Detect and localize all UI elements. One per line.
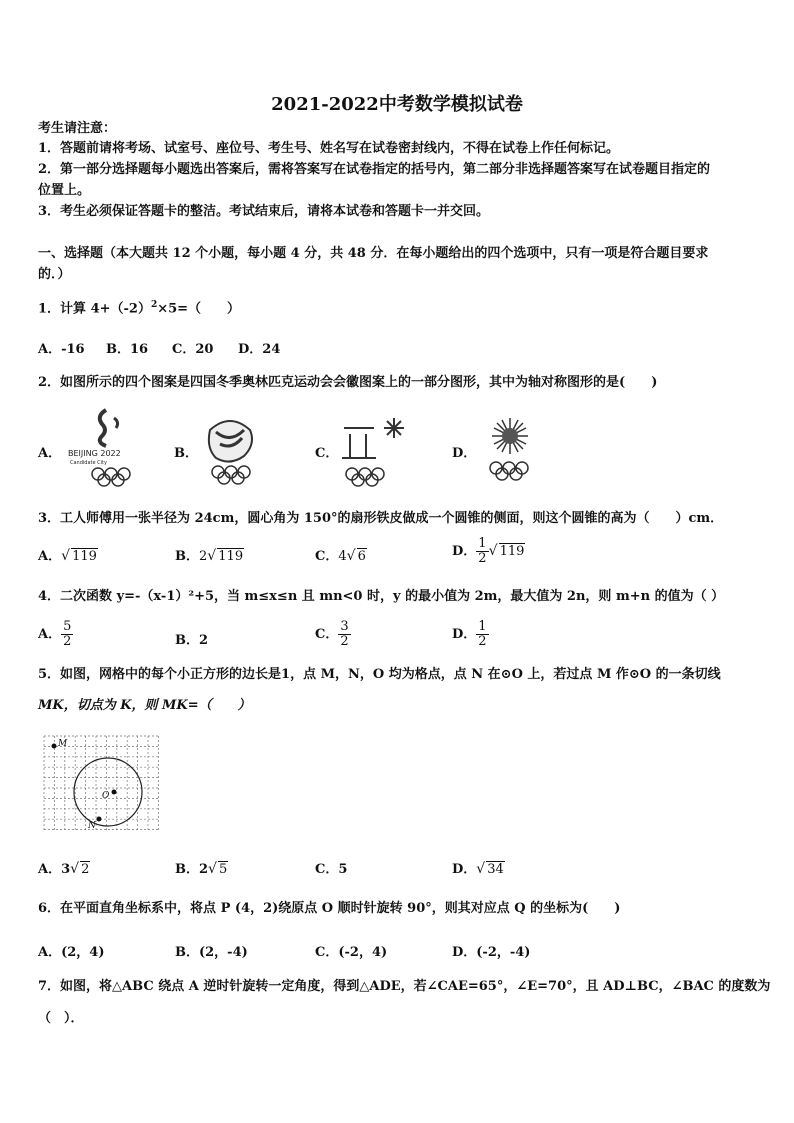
point-n [97,817,102,822]
question-7-stem-cont: （ ）． [38,1011,84,1026]
snowflake-emblem-icon [480,414,540,490]
label-m: M [58,739,68,749]
q4-option-c[interactable]: C． $\frac{3}{2}$ [315,619,349,649]
label-n: N [88,821,96,831]
q3-option-c[interactable]: C．4√ 6 [315,545,367,564]
q4-option-a[interactable]: A． $\frac{5}{2}$ [38,619,72,649]
question-1-stem: 1．计算 $4+(-2)^2\times 5=$（ ） [38,300,241,317]
label-o: O [102,791,110,801]
notice-item: 3．考生必须保证答题卡的整洁。考试结束后，请将本试卷和答题卡一并交回。 [38,204,490,219]
q5-option-a[interactable]: A．3√ 2 [38,858,90,877]
question-5-stem: 5．如图，网格中的每个小正方形的边长是1，点 M，N，O 均为格点，点 N 在⊙O 上，若过点 M 作⊙O 的一条切线 [38,667,721,682]
notice-item: 1．答题前请将考场、试室号、座位号、考生号、姓名写在试卷密封线内，不得在试卷上作任何标记。 [38,141,620,156]
q1-option-c[interactable]: C．20 [172,342,214,357]
question-3-stem: 3．工人师傅用一张半径为 24cm，圆心角为 150°的扇形铁皮做成一个圆锥的侧面，则这个圆锥的高为（ ）cm． [38,511,724,526]
question-5-stem-cont: MK，切点为 K，则 MK=（ ） [38,698,251,713]
q2-option-a[interactable]: A． [38,446,62,461]
section-heading-cont: 的．） [38,267,71,282]
q5-option-c[interactable]: C．5 [315,862,348,877]
q5-option-b[interactable]: B．2√ 5 [175,858,228,877]
q6-option-a[interactable]: A．(2，4) [38,945,105,960]
question-7-stem: 7．如图，将△ABC 绕点 A 逆时针旋转一定角度，得到△ADE，若∠CAE=65°，∠E=70°，且 AD⊥BC，∠BAC 的度数为 [38,979,771,994]
q5-option-d[interactable]: D．√ 34 [452,858,505,877]
q1-option-b[interactable]: B．16 [106,342,149,357]
question-6-stem: 6．在平面直角坐标系中，将点 P (4，2)绕原点 O 顺时针旋转 90°，则其对应点 Q 的坐标为( ) [38,901,621,916]
grid-circle-figure [40,732,160,836]
section-heading: 一、选择题（本大题共 12 个小题，每小题 4 分，共 48 分．在每小题给出的四个选项中，只有一项是符合题目要求 [38,246,709,261]
logo-subtext: Candidate City [70,460,107,466]
question-4-stem: 4．二次函数 y=-（x-1）²+5，当 m≤x≤n 且 mn<0 时，y 的最小值为 2m，最大值为 2n，则 m+n 的值为（ ） [38,589,725,604]
q2-option-d[interactable]: D． [452,446,477,461]
notice-heading: 考生请注意： [38,121,117,136]
q4-option-b[interactable]: B．2 [175,633,209,648]
emblem-b-icon [200,410,260,490]
point-o [112,790,117,795]
logo-text: BEIJING 2022 [68,449,121,458]
notice-item: 2．第一部分选择题每小题选出答案后，需将答案写在试卷指定的括号内，第二部分非选择题答案写在试卷题目指定的 [38,162,711,177]
q1-option-a[interactable]: A．-16 [38,342,85,357]
notice-item: 位置上。 [38,183,91,198]
emblem-c-icon [338,418,408,490]
q2-option-c[interactable]: C． [315,446,339,461]
q3-option-d[interactable]: D． $\frac{1}{2}$ √ 119 [452,537,525,566]
q2-option-b[interactable]: B． [174,446,198,461]
q4-option-d[interactable]: D． $\frac{1}{2}$ [452,619,487,649]
page-title: 2021-2022中考数学模拟试卷 [271,94,523,115]
point-m [52,744,57,749]
beijing-2022-logo-icon [62,402,158,494]
q3-option-b[interactable]: B．2√ 119 [175,545,244,564]
q3-option-a[interactable]: A．√ 119 [38,545,98,564]
question-2-stem: 2．如图所示的四个图案是四国冬季奥林匹克运动会会徽图案上的一部分图形，其中为轴对称图形的是( ) [38,375,658,390]
q6-option-b[interactable]: B．(2，-4) [175,945,248,960]
q6-option-c[interactable]: C．(-2，4) [315,945,388,960]
q6-option-d[interactable]: D．(-2，-4) [452,945,531,960]
q1-option-d[interactable]: D．24 [238,342,281,357]
